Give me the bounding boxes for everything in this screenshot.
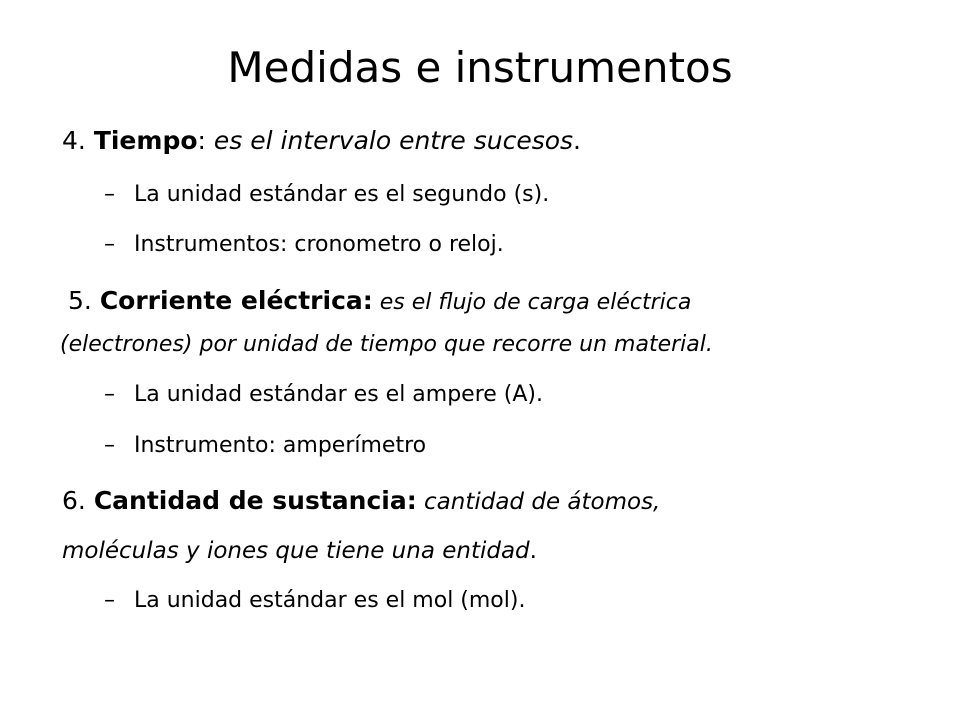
dash-bullet: – [104, 382, 115, 407]
subitem-text: La unidad estándar es el ampere (A). [134, 382, 544, 407]
item-cantidad-cont [62, 534, 537, 568]
item-cantidad [62, 484, 660, 519]
item-end: . [573, 126, 581, 155]
item-definition: es el intervalo entre sucesos [213, 126, 574, 155]
subitem [104, 380, 543, 410]
slide-title: Medidas e instrumentos [227, 43, 733, 92]
dash-bullet: – [104, 232, 115, 257]
subitem [104, 230, 504, 260]
subitem-text: La unidad estándar es el mol (mol). [134, 588, 526, 613]
item-term: Corriente eléctrica: [99, 286, 373, 315]
item-number: 5. [68, 286, 100, 315]
subitem [104, 586, 525, 616]
subitem-text: La unidad estándar es el segundo (s). [134, 182, 550, 207]
item-definition-line2: moléculas y iones que tiene una entidad [62, 538, 530, 564]
subitem-text: Instrumentos: cronometro o reloj. [134, 232, 504, 257]
item-corriente [68, 284, 691, 320]
item-corriente-cont [60, 330, 713, 360]
item-definition-line1: cantidad de átomos, [416, 489, 661, 515]
dash-bullet: – [104, 182, 115, 207]
item-definition-line2: (electrones) por unidad de tiempo que recorre un material. [60, 332, 713, 357]
item-tiempo [62, 124, 581, 158]
subitem [104, 180, 549, 210]
item-term: Tiempo [93, 126, 198, 155]
subitem [104, 431, 426, 461]
dash-bullet: – [104, 588, 115, 613]
item-separator: : [197, 126, 214, 155]
item-number: 4. [62, 126, 94, 155]
dash-bullet: – [104, 433, 115, 458]
item-term: Cantidad de sustancia: [93, 486, 417, 515]
item-number: 6. [62, 486, 94, 515]
subitem-text: Instrumento: amperímetro [134, 433, 427, 458]
item-end: . [529, 538, 537, 564]
item-definition-line1: es el flujo de carga eléctrica [372, 290, 692, 315]
